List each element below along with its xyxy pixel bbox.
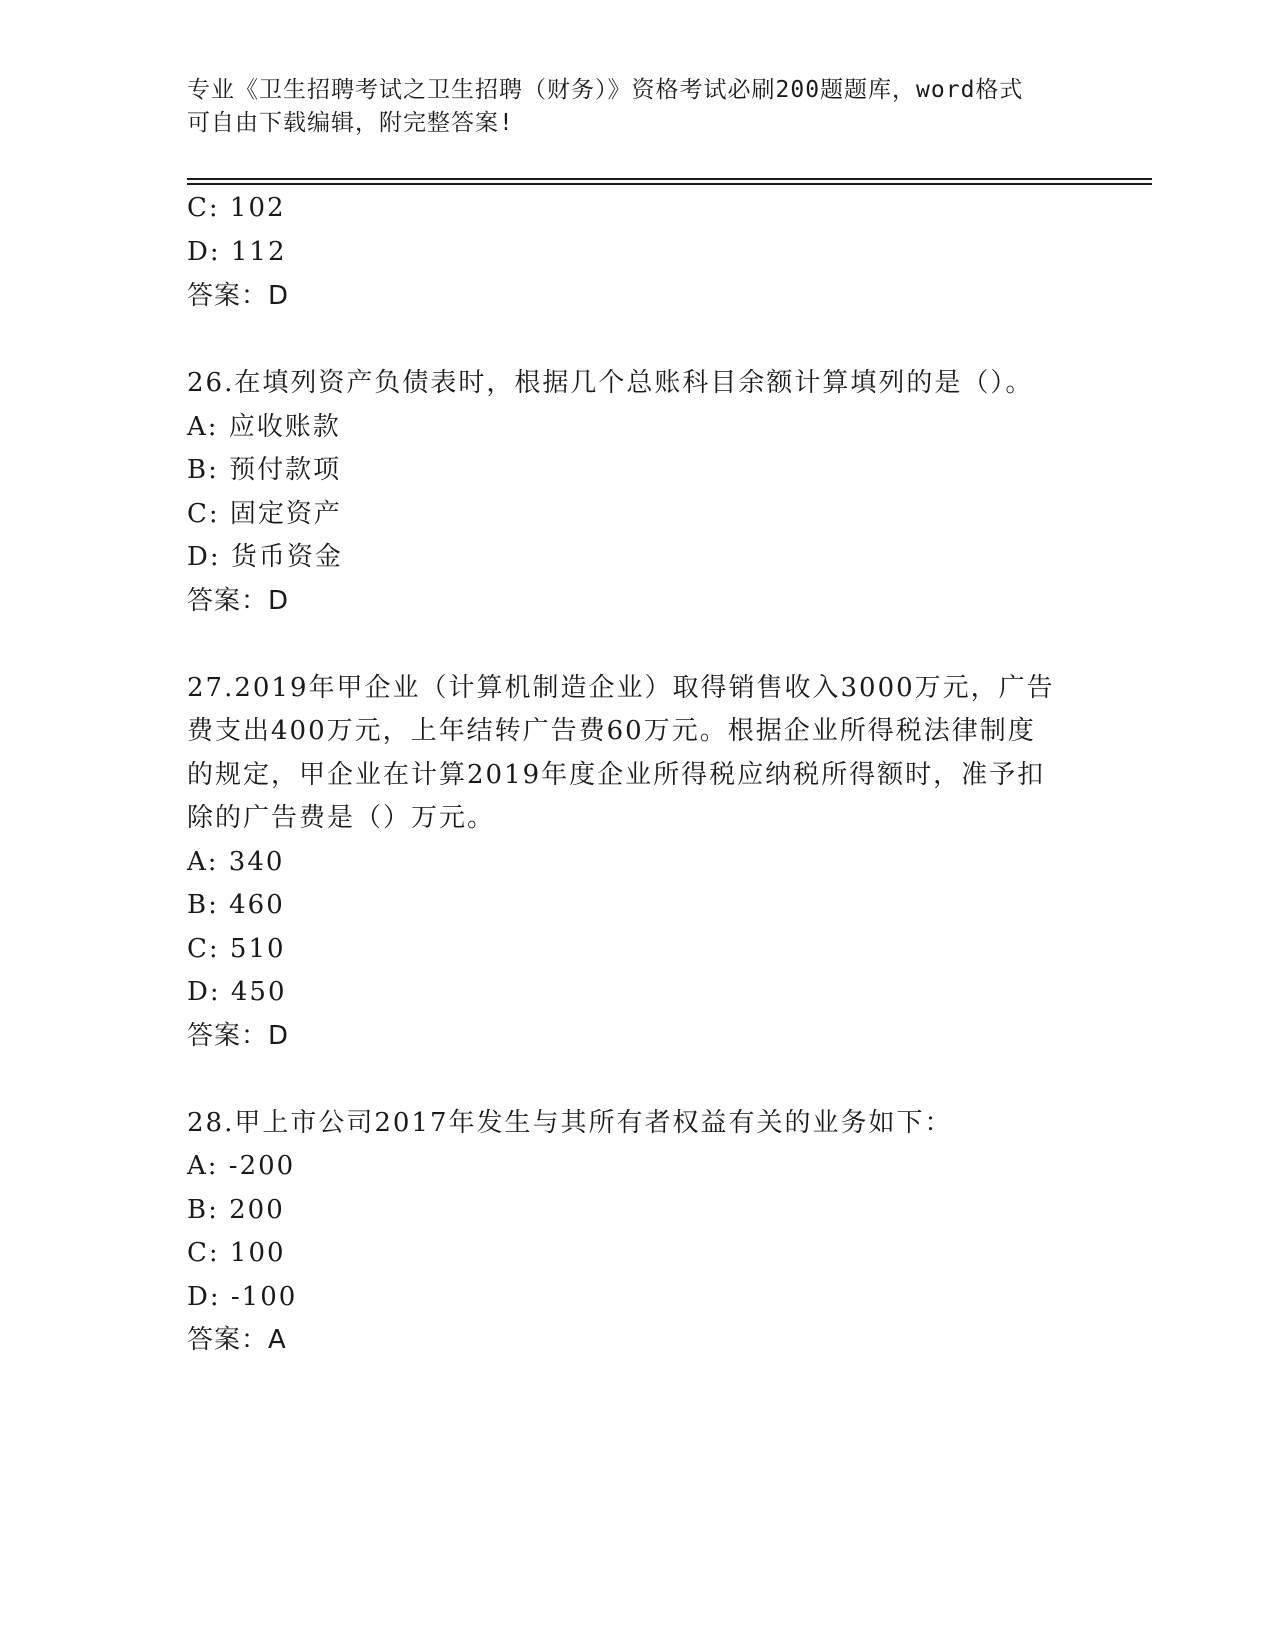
option-line: A: -200 — [187, 1151, 296, 1181]
answer-line: 答案：D — [187, 1021, 290, 1051]
question-line: 28.甲上市公司2017年发生与其所有者权益有关的业务如下： — [187, 1108, 953, 1138]
option-line: A: 应收账款 — [187, 412, 341, 442]
option-line: D: 货币资金 — [187, 542, 343, 572]
option-line: B: 200 — [187, 1195, 285, 1225]
option-line: D: 450 — [187, 977, 287, 1007]
header-line-1: 专业《卫生招聘考试之卫生招聘（财务）》资格考试必刷200题题库，word格式 — [187, 77, 1024, 103]
page-header — [187, 74, 1087, 140]
option-line: C: 102 — [187, 193, 286, 223]
option-line: C: 100 — [187, 1238, 286, 1268]
option-line: C: 510 — [187, 934, 286, 964]
header-line-2: 可自由下载编辑，附完整答案! — [187, 110, 514, 136]
option-line: D: -100 — [187, 1282, 298, 1312]
question-line: 的规定，甲企业在计算2019年度企业所得税应纳税所得额时，准予扣 — [187, 760, 1046, 790]
option-line: B: 460 — [187, 890, 285, 920]
question-line: 27.2019年甲企业（计算机制造企业）取得销售收入3000万元，广告 — [187, 673, 1055, 703]
option-line: A: 340 — [187, 847, 285, 877]
answer-line: 答案：D — [187, 281, 290, 311]
option-line: D: 112 — [187, 237, 287, 267]
header-divider-top — [187, 178, 1152, 180]
answer-line: 答案：A — [187, 1325, 287, 1355]
option-line: B: 预付款项 — [187, 455, 342, 485]
header-divider-bottom — [187, 183, 1152, 185]
answer-line: 答案：D — [187, 586, 290, 616]
question-line: 除的广告费是（）万元。 — [187, 803, 496, 833]
question-line: 26.在填列资产负债表时，根据几个总账科目余额计算填列的是（）。 — [187, 368, 1034, 398]
question-line: 费支出400万元，上年结转广告费60万元。根据企业所得税法律制度 — [187, 716, 1036, 746]
option-line: C: 固定资产 — [187, 499, 342, 529]
